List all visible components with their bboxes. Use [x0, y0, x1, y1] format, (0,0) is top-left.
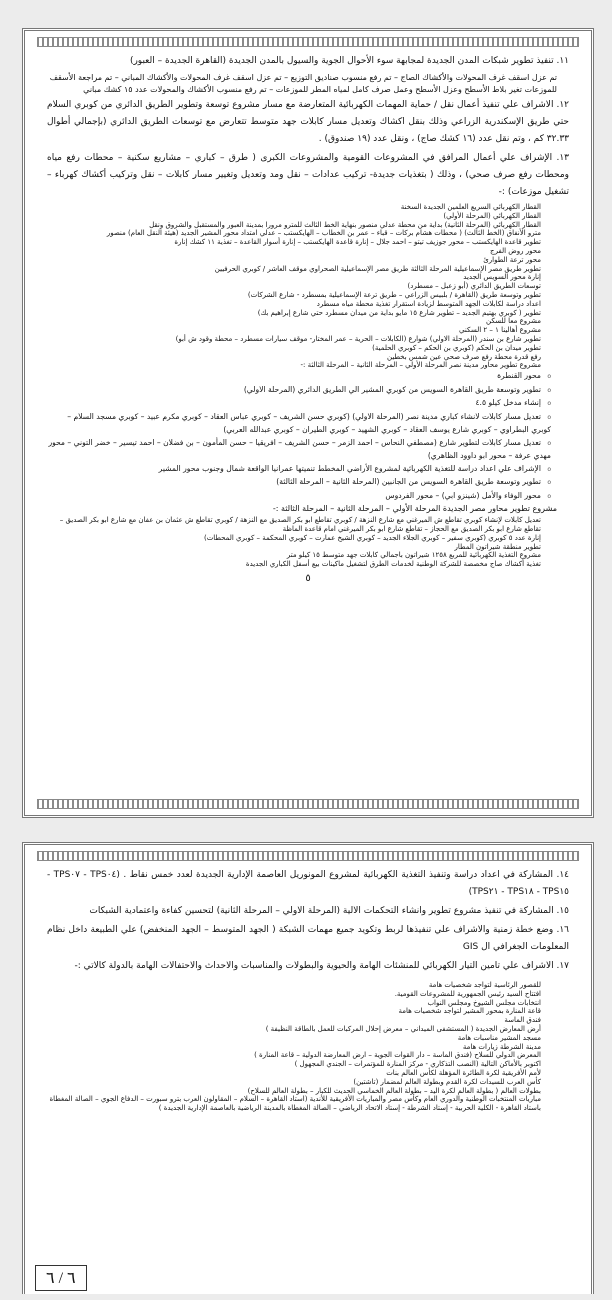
item-12: ١٢. الاشراف علي تنفيذ أعمال نقل / حماية المهمات الكهربائية المتعارضة مع مسار مشروع توسعة وتطوير الطريق الدائري من كوبري السلام حتي طريق الإسكندرية الزراعي وذلك بنقل اكشاك وتعديل مسار كابلات جهد متوسط تتعارض مع توسعات الطريق الدائري (بإجمالي أطوال ٣٢.٣٣ كم ، وتم نقل عدد (١٦ كشك صاج) ، ونقل عدد (١٩ صندوق) .: [47, 100, 569, 144]
project-line: اعداد دراسة لكابلات الجهد المتوسط لزيادة استقرار تغذية محطة مياه مسطرد: [316, 299, 541, 308]
event-item: قاعة المنارة بمحور المشير لتواجد شخصيات هامة: [398, 1007, 541, 1016]
item-17: ١٧. الاشراف علي تامين التيار الكهربائي للمنشئات الهامة والحيوية والبطولات والمناسبات والاحداث والاحتفالات الهامة بالدولة كالاتي :-: [74, 961, 569, 971]
page-1-content: [47, 53, 569, 793]
event-item: مسجد المشير مناسبات هامة: [457, 1033, 541, 1042]
heliopolis-item: إنارة عدد ٥ كوبري (كوبري سفير – كوبري الجلاء الجديد – كوبري الشيخ عمارت – كوبري المحكمة – كوبري المحطات): [203, 533, 541, 542]
project-line: مشروع معا للسكن: [485, 317, 541, 326]
event-item: أرض المعارض الجديدة ( المستشفى الميداني – معرض إحلال المركبات للعمل بالطاقة النظيفة ): [265, 1024, 541, 1033]
item-11-heading: ١١. تنفيذ تطوير شبكات المدن الجديدة لمجابهة سوء الأحوال الجوية والسيول بالمدن الجديدة (القاهرة الجديدة – العبور): [129, 56, 569, 66]
event-item: المعرض الدولي للسلاح (فندق الماسة – دار القوات الجوية – ارض المعارضة الدولية – قاعة المنارة ): [254, 1051, 541, 1060]
event-item: فندق الماسة: [504, 1016, 541, 1025]
project-line: القطار الكهربائي (المرحلة الأولي): [443, 211, 541, 220]
item-16: ١٦. وضع خطة زمنية والاشراف علي تنفيذها لربط وتكويد جميع مهمات الشبكة ( الجهد المتوسط – الجهد المنخفض) علي الطبيعة داخل نظام المعلومات الجغرافي ال GIS: [47, 925, 569, 952]
project-line: رفع قدرة محطة رفع صرف صحي عين شمس بخطين: [387, 352, 541, 361]
document-page-1: [22, 28, 594, 818]
event-item: للقصور الرئاسية لتواجد شخصيات هامة: [428, 981, 541, 989]
event-item: افتتاح السيد رئيس الجمهورية للمشروعات القومية.: [394, 989, 541, 998]
heliopolis-item: تطوير منطقة شيراتون المطار: [454, 542, 541, 551]
project-line: توسعات الطريق الدائري (أبو زعبل – مسطرد): [407, 282, 541, 291]
event-item: كأس العرب للسيدات لكرة القدم وبطولة العالم لمضمار (تاشتين): [353, 1077, 541, 1086]
item-13: ١٣. الإشراف علي أعمال المرافق في المشروعات القومية والمشروعات الكبرى ( طرق – كباري – مشاريع سكنية – محطات رفع مياه ومحطات رفع صرف صحي) ، وذلك ( بتغذيات جديدة- تركيب عدادات – نقل ومد وتعديل وتغيير مسار كابلات – نقل وتركيب أكشاك كهرباء – تشغيل موزعات) :-: [47, 153, 569, 197]
event-item: مباريات المنتخبات الوطنية والدوري العام وكأس مصر والمباريات الأفريقية للأندية (استاد القاهرة – السلام – المقاولون العرب بترو سبورت – الدفاع الجوي – الصالة المغطاة باستاد القاهرة - الكلية الحربية - إستاد الشرطة - إستاد الاتحاد الرياضي – الصالة المغطاة بالمدينة الرياضية بالعاصمة الإدارية الجديدة ): [49, 1095, 541, 1113]
heliopolis-item: مشروع التغذية الكهربائية للمربع ١٢٥٨ شيراتون باجمالي كابلات جهد متوسط ١٥ كيلو متر: [286, 551, 541, 560]
nasr-city-item: o تطوير وتوسعة طريق القاهرة السويس من الجانبين (المرحلة الثانية – المرحلة الثالثة): [47, 476, 551, 490]
decorative-border-bottom: [37, 799, 579, 809]
project-line: تطوير شارع بن سندر (المرحلة الاولي) شوارع (الكابلات – الحرية – عمر المختار- موقف سيارات مسطرد – محطة وقود ش أبو): [175, 334, 541, 343]
projects-list-a: [47, 203, 569, 370]
nasr-city-item: o محور الوفاء والأمل (شينزو ابي) – محور الفردوس: [47, 490, 551, 504]
decorative-border-top: [37, 37, 579, 47]
event-item: اكتوبر بالأماكن التالية (النصب التذكاري - مركز المنارة للمؤتمرات – الجندي المجهول ): [294, 1060, 541, 1069]
document-page-2: [22, 842, 594, 1294]
nasr-city-item: o تعديل مسار كابلات لتطوير شارع (مصطفي النحاس – احمد الزمر – حسن الشريف – افريقيا – حسن المأمون – بن فضلان – احمد تيسير – خضر التوني – محور مهدي عرفة – محور ابو داوود الظاهري): [47, 437, 551, 463]
nasr-city-item: o إنشاء مدخل كيلو ٤.٥: [47, 397, 551, 411]
project-line: محور روض الفرج: [490, 246, 541, 255]
heliopolis-item: تعديل كابلات لإنشاء كوبري تقاطع ش الميرغني مع شارع النزهة / كوبري تقاطع ابو بكر الصديق مع النزهة / كوبري تقاطع ش عثمان بن عفان مع شارع ابو بكر الصديق – تقاطع شارع ابو بكر الصديق مع الحجاز – تقاطع شارع ابو بكر الميرغني امام قاعدة الماظة: [59, 516, 541, 533]
event-item: بطولات العالم ( بطولة العالم لكرة اليد – بطولة العالم الخماسي الحديث للكبار – بطولة العالم للسلاح): [247, 1086, 541, 1095]
nasr-city-item: o محور القنطرة: [47, 370, 551, 384]
project-line: القطار الكهربائي (المرحلة الثانية) بداية من محطة عدلي منصور بنهاية الخط الثالث للمترو مرورا بمدينة العبور والمستقبل والشروق ونقل: [149, 220, 541, 229]
nasr-city-item: o الإشراف علي اعداد دراسة للتغذية الكهربائية لمشروع الأراضي المخطط تنميتها عمرانيا الواقعة شمال وجنوب محور المشير: [47, 463, 551, 477]
project-line: تطوير طريق مصر الإسماعيلية المرحلة الثالثة طريق مصر الإسماعيلية الصحراوي موقف العاشر / كوبري الحرفيين: [214, 264, 541, 273]
project-line: تطوير وتوسعة طريق (القاهرة / بلبيس الزراعي – طريق ترعة الإسماعيلية بمسطرد - شارع الشركات): [247, 290, 541, 299]
project-line: محور ترعة الطوارئ: [483, 255, 541, 264]
project-line: إنارة محور السويس الجديد: [463, 273, 541, 282]
project-line: مشروع تطوير محاور مدينة نصر المرحلة الأولي – المرحلة الثانية – المرحلة الثالثة :-: [300, 361, 541, 370]
nasr-city-list: [47, 370, 569, 503]
decorative-border-top: [37, 851, 579, 861]
item-15: ١٥. المشاركة في تنفيذ مشروع تطوير وانشاء التحكمات الالية (المرحلة الاولي – المرحلة الثانية) لتحسين كفاءة واعتمادية الشبكات: [89, 906, 569, 916]
page-2-content: [47, 867, 569, 1294]
nasr-city-item: o تعديل مسار كابلات لانشاء كباري مدينة نصر (المرحلة الاولي) (كوبري حسن الشريف – كوبري عباس العقاد – كوبري مكرم عبيد – كوبري مسجد السلام – كوبري البطراوي – كوبري شارع يوسف العقاد – كوبري الشهيد – كوبري الطيران – كوبري عبدالله العربي): [47, 411, 551, 437]
project-line: تطوير ( كوبري بهتيم الجديد – تطوير شارع ١٥ مايو بداية من ميدان مسطرد حتي شارع إبراهيم بك): [257, 308, 541, 317]
project-line: مشروع أهالينا ١ – ٢ السكني: [459, 326, 541, 335]
event-item: مدينة الشرطة زيارات هامة: [462, 1042, 541, 1051]
event-item: لأمم الأفريقية لكرة الطائرة المؤهلة لكأس العالم بنات: [386, 1068, 541, 1077]
page-number: ٥: [305, 572, 311, 584]
project-line: القطار الكهربائي السريع العلمين الجديدة السخنة: [400, 203, 541, 211]
project-line: مترو الأنفاق (الخط الثالث) ( محطات هشام بركات – قباء – عمر بن الخطاب – الهايكستب – عدلي امتداد محور المشير الجديد (هيئة النقل العام) منصور: [106, 229, 541, 238]
events-list: [47, 981, 569, 1113]
heliopolis-heading: مشروع تطوير محاور مصر الجديدة المرحلة الأولي – المرحلة الثانية – المرحلة الثالثة :-: [272, 504, 557, 514]
heliopolis-list: [47, 516, 569, 569]
event-item: انتخابات مجلس الشيوخ ومجلس النواب: [427, 998, 541, 1007]
project-line: تطوير قاعدة الهايكستب – محور جوزيف تيتو – احمد جلال – إنارة قاعدة الهايكستب – إنارة أسوار القاعدة – تغذية ١١ كشك إنارة: [174, 238, 541, 247]
item-14: ١٤. المشاركة في اعداد دراسة وتنفيذ التغذية الكهربائية لمشروع المونوريل العاصمة الإدارية الجديدة لعدد خمس نقاط . (TPS٠٤ - TPS٠٧ - TPS١٥ - TPS١٨ - TPS٢١): [47, 870, 569, 897]
heliopolis-item: تغذية أكشاك صاج مخصصة للشركة الوطنية لخدمات الطرق لتشغيل ماكينات بيع أسفل الكباري الجديدة: [245, 560, 541, 569]
item-11-detail: تم عزل اسقف غرف المحولات والأكشاك الصاج – تم رفع منسوب صناديق التوزيع – تم عزل اسقف غرف المحولات والأكشاك المباني – تم مراجعة الأسقف للموزعات تغير بلاط الأسطح وعزل الأسطح وعمل صرف كامل لمياه المطر للموزعات – تم رفع منسوب الأكشاك والمحولات عدد ١٥ كشك مباني: [49, 73, 557, 94]
nasr-city-item: o تطوير وتوسعة طريق القاهرة السويس من كوبري المشير الي الطريق الدائري (المرحلة الاولي): [47, 384, 551, 398]
page-stamp: ٦ / ٦: [35, 1265, 87, 1291]
project-line: تطوير ميدان بن الحكم (كوبري بن الحكم – كوبري الحلمية): [372, 343, 541, 352]
